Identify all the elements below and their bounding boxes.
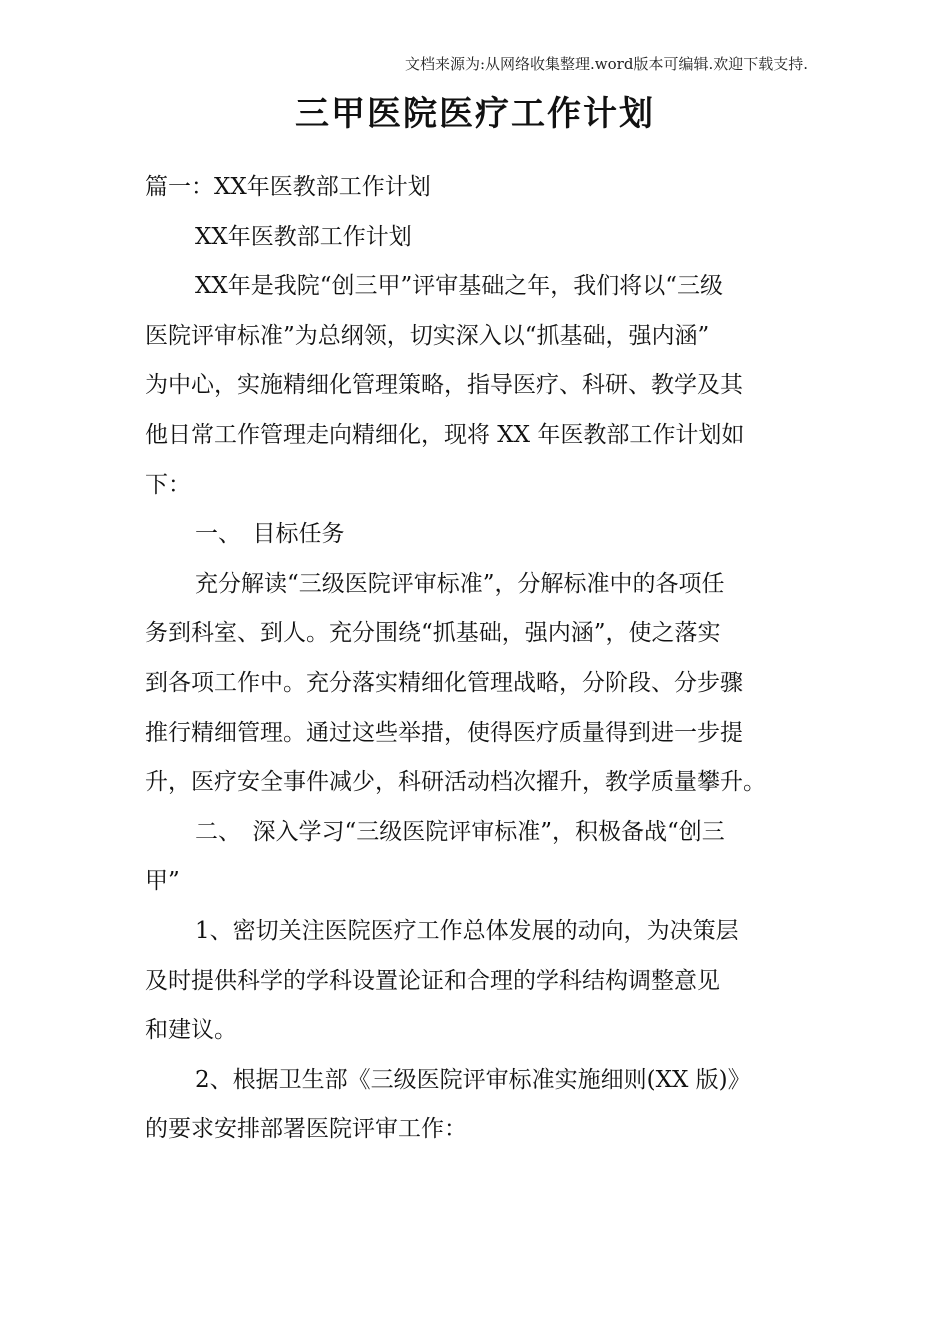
paragraph-line: 2、根据卫生部《三级医院评审标准实施细则(XX 版)》	[195, 1066, 751, 1093]
paragraph-line: XX年是我院“创三甲”评审基础之年，我们将以“三级	[195, 273, 724, 300]
paragraph-line: 1、密切关注医院医疗工作总体发展的动向，为决策层	[195, 917, 739, 944]
paragraph-line: XX年医教部工作计划	[195, 223, 412, 250]
document-body	[145, 163, 815, 1155]
section-heading: 二、 深入学习“三级医院评审标准”，积极备战“创三	[195, 818, 725, 845]
paragraph-line: 务到科室、到人。充分围绕“抓基础，强内涵”，使之落实	[145, 620, 721, 647]
paragraph-line: 和建议。	[145, 1017, 237, 1044]
source-note: 文档来源为:从网络收集整理.word版本可编辑.欢迎下载支持.	[404, 55, 808, 73]
paragraph-line: 医院评审标准”为总纲领，切实深入以“抓基础，强内涵”	[145, 322, 710, 349]
paragraph-line: 升，医疗安全事件减少，科研活动档次擢升，教学质量攀升。	[145, 769, 766, 796]
document-title: 三甲医院医疗工作计划	[295, 94, 655, 134]
paragraph-line: 甲”	[145, 868, 180, 895]
paragraph-line: 的要求安排部署医院评审工作：	[145, 1116, 467, 1143]
paragraph-line: 推行精细管理。通过这些举措，使得医疗质量得到进一步提	[145, 719, 743, 746]
paragraph-line: 及时提供科学的学科设置论证和合理的学科结构调整意见	[145, 967, 720, 994]
paragraph-line: 他日常工作管理走向精细化，现将 XX 年医教部工作计划如	[145, 421, 745, 448]
paragraph-line: 下：	[145, 471, 191, 498]
paragraph-line: 篇一：XX年医教部工作计划	[145, 174, 431, 200]
paragraph-line: 为中心，实施精细化管理策略，指导医疗、科研、教学及其	[145, 372, 743, 399]
section-heading: 一、 目标任务	[195, 521, 345, 548]
paragraph-line: 到各项工作中。充分落实精细化管理战略，分阶段、分步骤	[145, 669, 743, 696]
paragraph-line: 充分解读“三级医院评审标准”，分解标准中的各项任	[195, 570, 725, 597]
